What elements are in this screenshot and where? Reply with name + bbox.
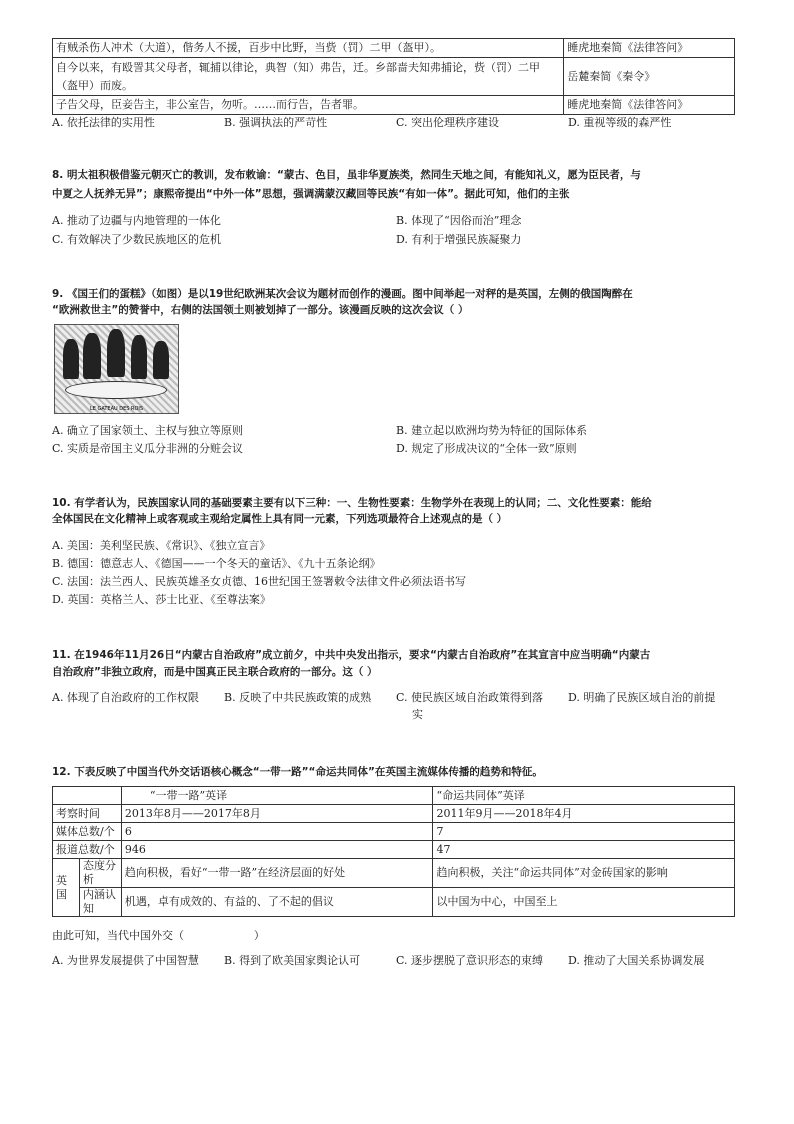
q7-option-c[interactable]: C. 突出伦理秩序建设 <box>396 116 500 129</box>
q8-stem-line1: 8. 明太祖积极借鉴元朝灭亡的教训，发布敕谕：“蒙古、色目，虽非华夏族类，然同生天地之间，有能知礼义，愿为臣民者，与 <box>52 169 641 181</box>
q7-row3-text: 子告父母，臣妾告主，非公室告，勿听。……而行告，告者罪。 <box>53 96 564 115</box>
q12-media-table <box>52 786 735 917</box>
q12-head-belt-road: “一带一路”英译 <box>121 787 433 805</box>
q12-cell: 2011年9月——2018年4月 <box>433 805 735 823</box>
q7-option-b[interactable]: B. 强调执法的严苛性 <box>224 116 328 129</box>
q12-cell: 2013年8月——2017年8月 <box>121 805 433 823</box>
q8-option-a[interactable]: A. 推动了边疆与内地管理的一体化 <box>52 214 221 227</box>
q12-cell: 7 <box>433 823 735 841</box>
q8-stem-line2: 中夏之人抚养无异”；康熙帝提出“中外一体”思想，强调满蒙汉藏回等民族“有如一体”。据此可知，他们的主张 <box>52 188 570 200</box>
q12-head-blank <box>53 787 122 805</box>
q11-option-a[interactable]: A. 体现了自治政府的工作权限 <box>52 691 199 704</box>
q7-row1-text: 有贼杀伤人冲术（大道），偕务人不援，百步中比野，当赀（罚）二甲（盔甲）。 <box>53 39 564 58</box>
q7-option-a[interactable]: A. 依托法律的实用性 <box>52 116 155 129</box>
q10-option-a[interactable]: A. 美国：美利坚民族、《常识》、《独立宣言》 <box>52 539 271 552</box>
q7-row1-source: 睡虎地秦简《法律答问》 <box>564 39 735 58</box>
q9-stem-line1: 9. 《国王们的蛋糕》（如图）是以19世纪欧洲某次会议为题材而创作的漫画。图中间举起一对秤的是英国，左侧的俄国陶醉在 <box>52 288 633 300</box>
q11-option-d[interactable]: D. 明确了民族区域自治的前提 <box>568 691 716 704</box>
q9-option-b[interactable]: B. 建立起以欧洲均势为特征的国际体系 <box>396 424 588 437</box>
q10-stem-line2: 全体国民在文化精神上或客观或主观给定属性上具有同一元素，下列选项最符合上述观点的是（ ） <box>52 513 508 525</box>
q11-option-c[interactable]: C. 使民族区域自治政策得到落 <box>396 691 544 704</box>
q8-option-d[interactable]: D. 有利于增强民族凝聚力 <box>396 233 522 246</box>
q11-option-b[interactable]: B. 反映了中共民族政策的成熟 <box>224 691 372 704</box>
q11-option-c-wrap: 实 <box>412 708 423 721</box>
q12-group-label: 英国 <box>53 859 80 917</box>
q12-conclusion: 由此可知，当代中国外交（ ） <box>52 929 265 942</box>
kings-cake-cartoon-image <box>54 324 179 414</box>
q11-stem-line2: 自治政府”非独立政府，而是中国真正民主联合政府的一部分。这（ ） <box>52 666 378 678</box>
q10-option-b[interactable]: B. 德国：德意志人、《德国——一个冬天的童话》、《九十五条论纲》 <box>52 557 381 570</box>
q7-row2-text: 自今以来，有殴詈其父母者，辄捕以律论，典智（知）弗告，迁。乡部啬夫知弗捕论，赀（罚）二甲（盔甲）而废。 <box>53 58 564 96</box>
q12-cell: 机遇，卓有成效的、有益的、了不起的倡议 <box>121 888 433 917</box>
q12-cell: 47 <box>433 841 735 859</box>
q12-option-a[interactable]: A. 为世界发展提供了中国智慧 <box>52 954 199 967</box>
q10-stem-line1: 10. 有学者认为，民族国家认同的基础要素主要有以下三种：一、生物性要素：生物学外在表现上的认同；二、文化性要素：能给 <box>52 497 652 509</box>
q12-cell: 946 <box>121 841 433 859</box>
q12-head-community: “命运共同体”英译 <box>433 787 735 805</box>
q12-option-d[interactable]: D. 推动了大国关系协调发展 <box>568 954 705 967</box>
q12-sub-label: 内涵认知 <box>79 888 121 917</box>
q7-row3-source: 睡虎地秦简《法律答问》 <box>564 96 735 115</box>
q12-cell: 趋向积极，看好“一带一路”在经济层面的好处 <box>121 859 433 888</box>
q9-stem-line2: “欧洲救世主”的赞誉中，右侧的法国领土则被划掉了一部分。该漫画反映的这次会议（ ） <box>52 304 469 316</box>
q12-option-b[interactable]: B. 得到了欧美国家舆论认可 <box>224 954 361 967</box>
q7-law-table <box>52 38 735 115</box>
q12-cell: 趋向积极，关注“命运共同体”对金砖国家的影响 <box>433 859 735 888</box>
q8-option-b[interactable]: B. 体现了“因俗而治”理念 <box>396 214 522 227</box>
q12-cell: 以中国为中心，中国至上 <box>433 888 735 917</box>
q9-option-a[interactable]: A. 确立了国家领土、主权与独立等原则 <box>52 424 243 437</box>
q11-stem-line1: 11. 在1946年11月26日“内蒙古自治政府”成立前夕，中共中央发出指示，要求“内蒙古自治政府”在其宣言中应当明确“内蒙古 <box>52 649 651 661</box>
q12-cell: 6 <box>121 823 433 841</box>
q12-option-c[interactable]: C. 逐步摆脱了意识形态的束缚 <box>396 954 544 967</box>
q12-stem: 12. 下表反映了中国当代外交话语核心概念“一带一路”“命运共同体”在英国主流媒体传播的趋势和特征。 <box>52 766 543 778</box>
q9-option-c[interactable]: C. 实质是帝国主义瓜分非洲的分赃会议 <box>52 442 244 455</box>
q12-row-label: 考察时间 <box>53 805 122 823</box>
q12-row-label: 报道总数/个 <box>53 841 122 859</box>
q7-row2-source: 岳麓秦简《秦令》 <box>564 58 735 96</box>
q10-option-c[interactable]: C. 法国：法兰西人、民族英雄圣女贞德、16世纪国王签署敕令法律文件必须法语书写 <box>52 575 467 588</box>
q8-option-c[interactable]: C. 有效解决了少数民族地区的危机 <box>52 233 222 246</box>
q7-option-d[interactable]: D. 重视等级的森严性 <box>568 116 672 129</box>
q9-option-d[interactable]: D. 规定了形成决议的“全体一致”原则 <box>396 442 577 455</box>
q12-row-label: 媒体总数/个 <box>53 823 122 841</box>
q10-option-d[interactable]: D. 英国：英格兰人、莎士比亚、《至尊法案》 <box>52 593 271 606</box>
cartoon-caption: LE GATEAU DES ROIS <box>89 406 144 412</box>
q12-sub-label: 态度分析 <box>79 859 121 888</box>
